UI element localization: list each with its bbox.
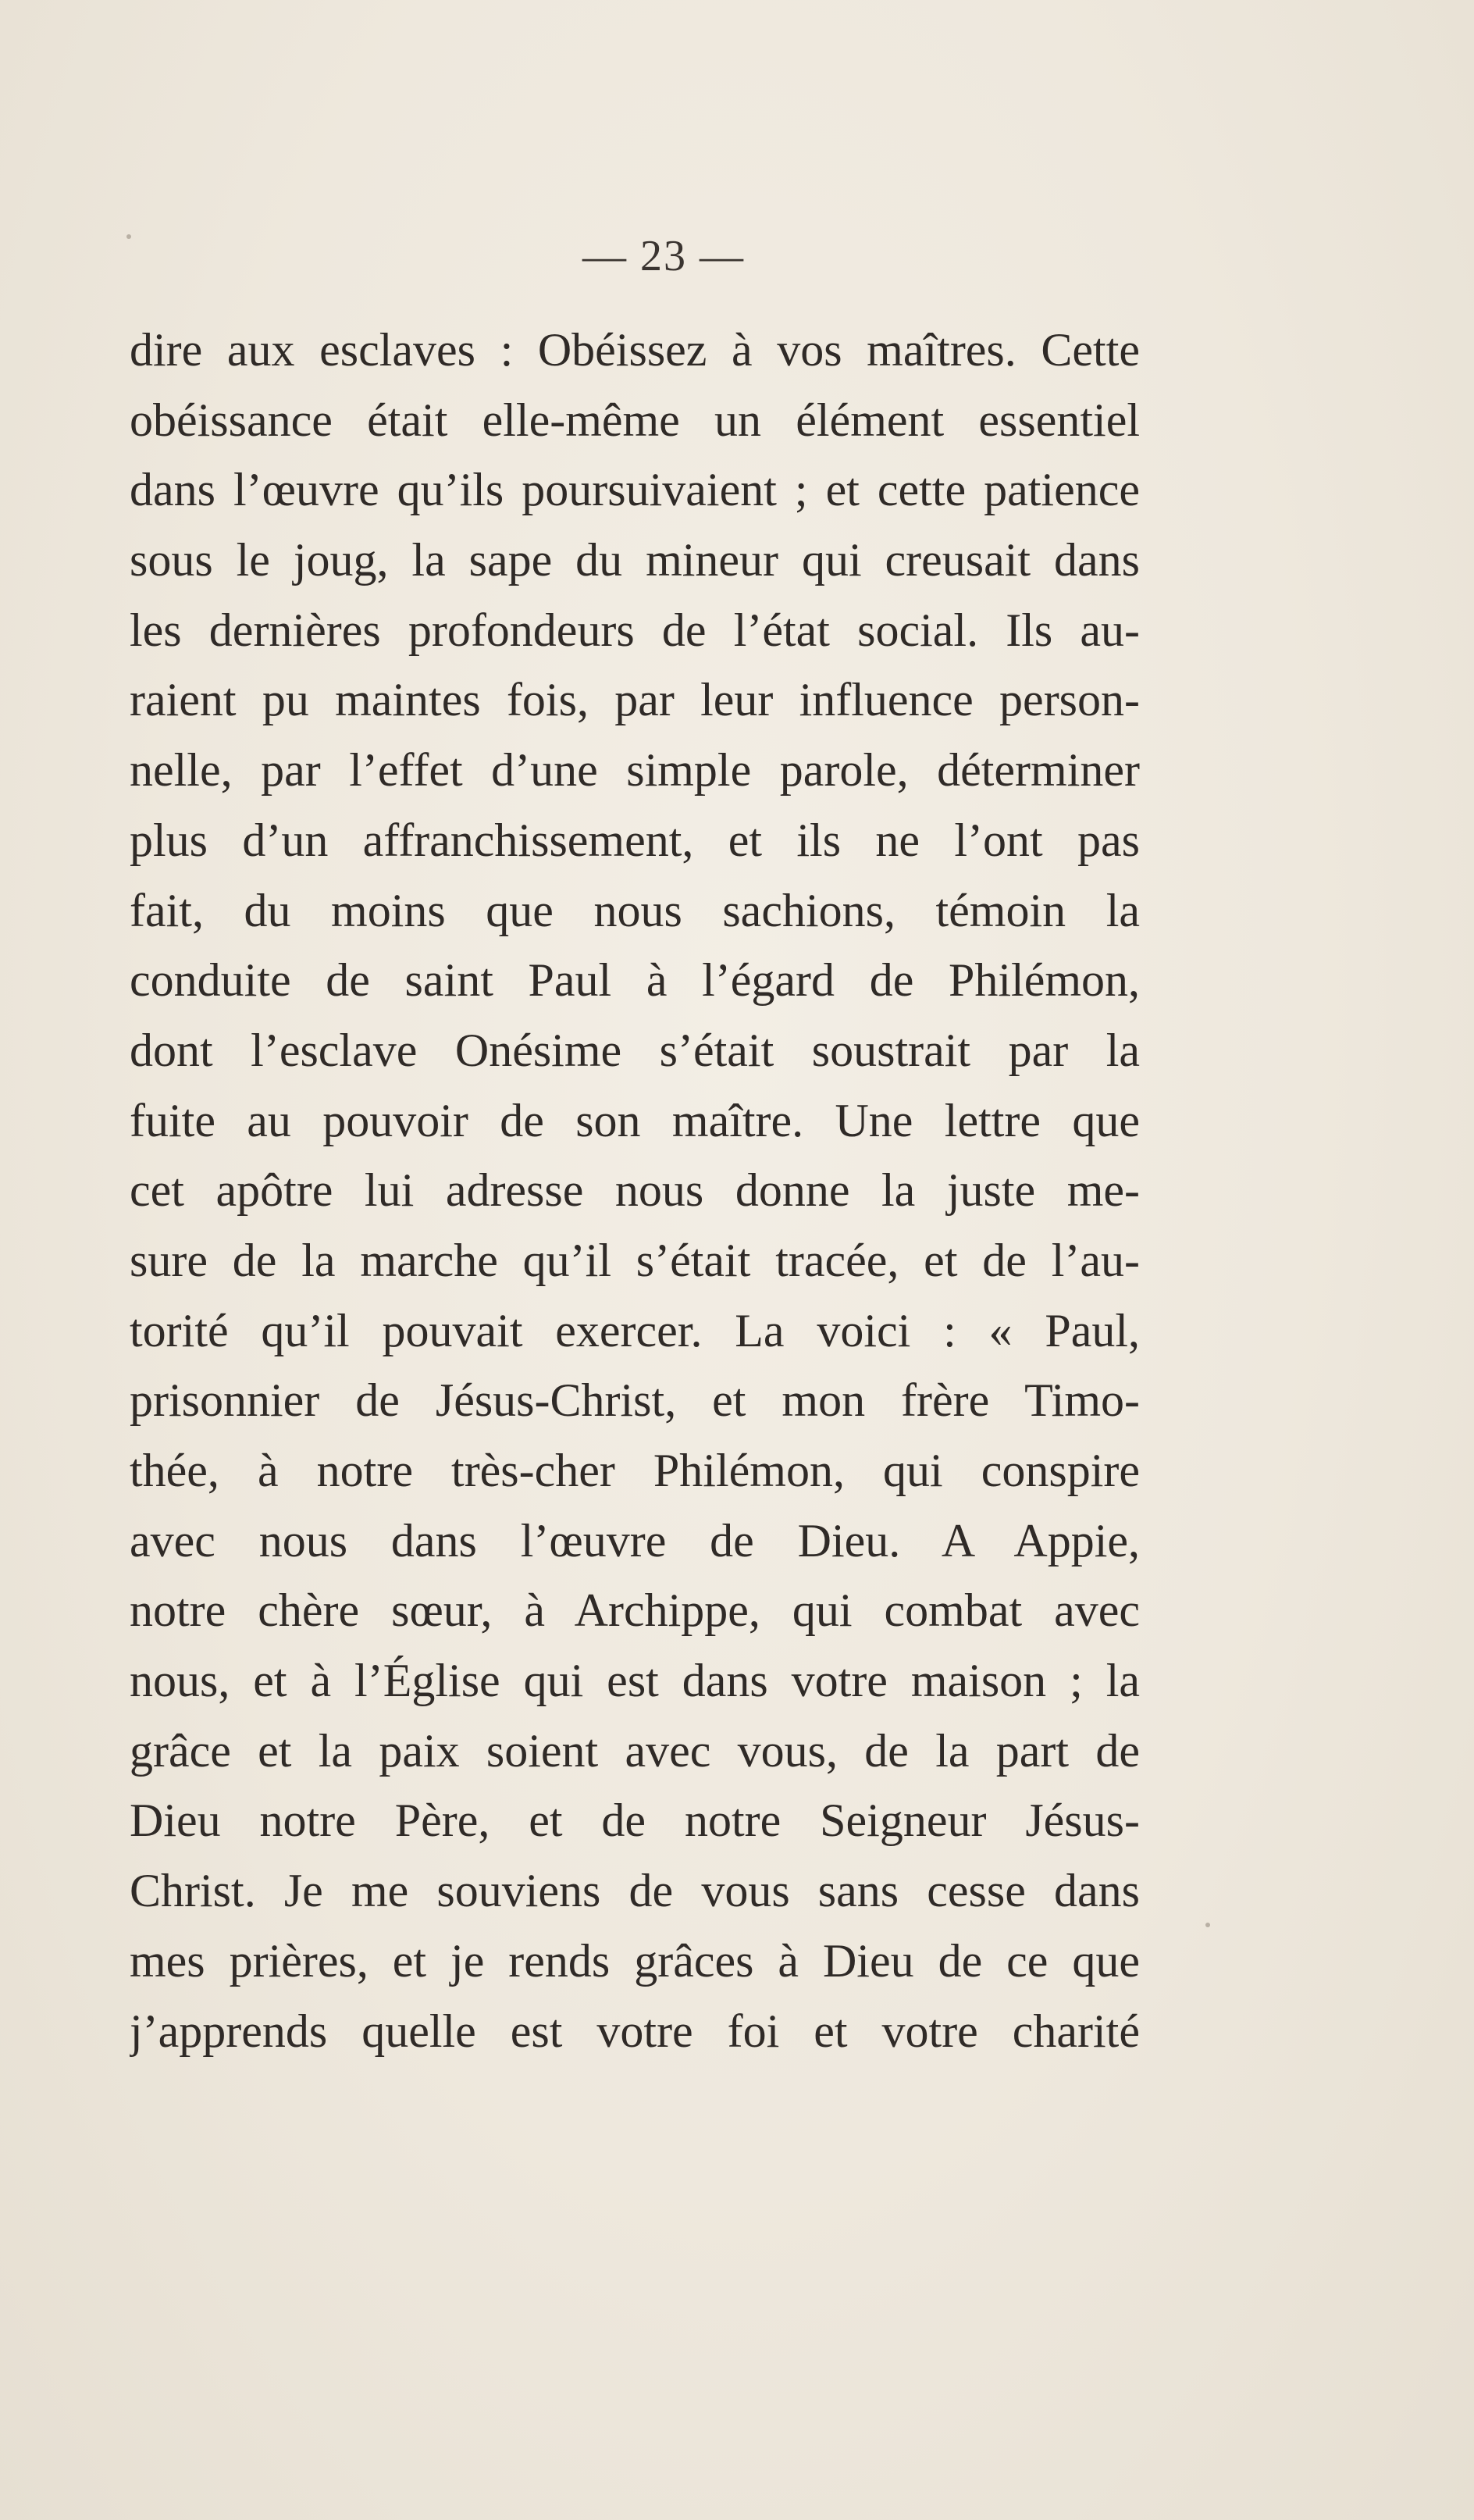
text-line: dire aux esclaves : Obéissez à vos maîtres. Cette [130,324,1140,376]
text-line: obéissance était elle-même un élément essentiel [130,394,1140,446]
text-line: thée, à notre très-cher Philémon, qui conspire [130,1445,1140,1496]
text-line: cet apôtre lui adresse nous donne la juste me- [130,1164,1140,1217]
text-line: sous le joug, la sape du mineur qui creusait dans [130,534,1140,586]
text-line: conduite de saint Paul à l’égard de Philémon, [130,954,1140,1007]
text-line: prisonnier de Jésus-Christ, et mon frère Timo- [130,1374,1140,1427]
text-line: grâce et la paix soient avec vous, de la part de [130,1724,1140,1777]
body-text [130,315,1140,2066]
paper-speck [1205,1923,1210,1927]
text-line: mes prières, et je rends grâces à Dieu de ce que [130,1934,1140,1987]
text-line: j’apprends quelle est votre foi et votre charité [130,2005,1140,2057]
paper-speck [126,234,131,239]
text-line: nous, et à l’Église qui est dans votre maison ; la [130,1655,1140,1707]
text-line: raient pu maintes fois, par leur influence person- [130,674,1140,726]
text-line: torité qu’il pouvait exercer. La voici : « Paul, [130,1304,1140,1356]
text-line: Dieu notre Père, et de notre Seigneur Jésus- [130,1795,1140,1847]
text-line: fuite au pouvoir de son maître. Une lettre que [130,1094,1140,1146]
page-number: — 23 — [582,232,745,280]
text-line: sure de la marche qu’il s’était tracée, et de l’au- [130,1234,1140,1286]
text-line: notre chère sœur, à Archippe, qui combat avec [130,1584,1140,1637]
text-line: dont l’esclave Onésime s’était soustrait par la [130,1024,1140,1076]
text-line: plus d’un affranchissement, et ils ne l’ont pas [130,814,1140,866]
text-line: fait, du moins que nous sachions, témoin la [130,884,1140,936]
text-line: dans l’œuvre qu’ils poursuivaient ; et cette patience [130,464,1140,516]
text-line: nelle, par l’effet d’une simple parole, déterminer [130,744,1140,797]
text-line: avec nous dans l’œuvre de Dieu. A Appie, [130,1514,1140,1567]
text-line: Christ. Je me souviens de vous sans cesse dans [130,1865,1140,1917]
text-line: les dernières profondeurs de l’état social. Ils au- [130,604,1140,656]
